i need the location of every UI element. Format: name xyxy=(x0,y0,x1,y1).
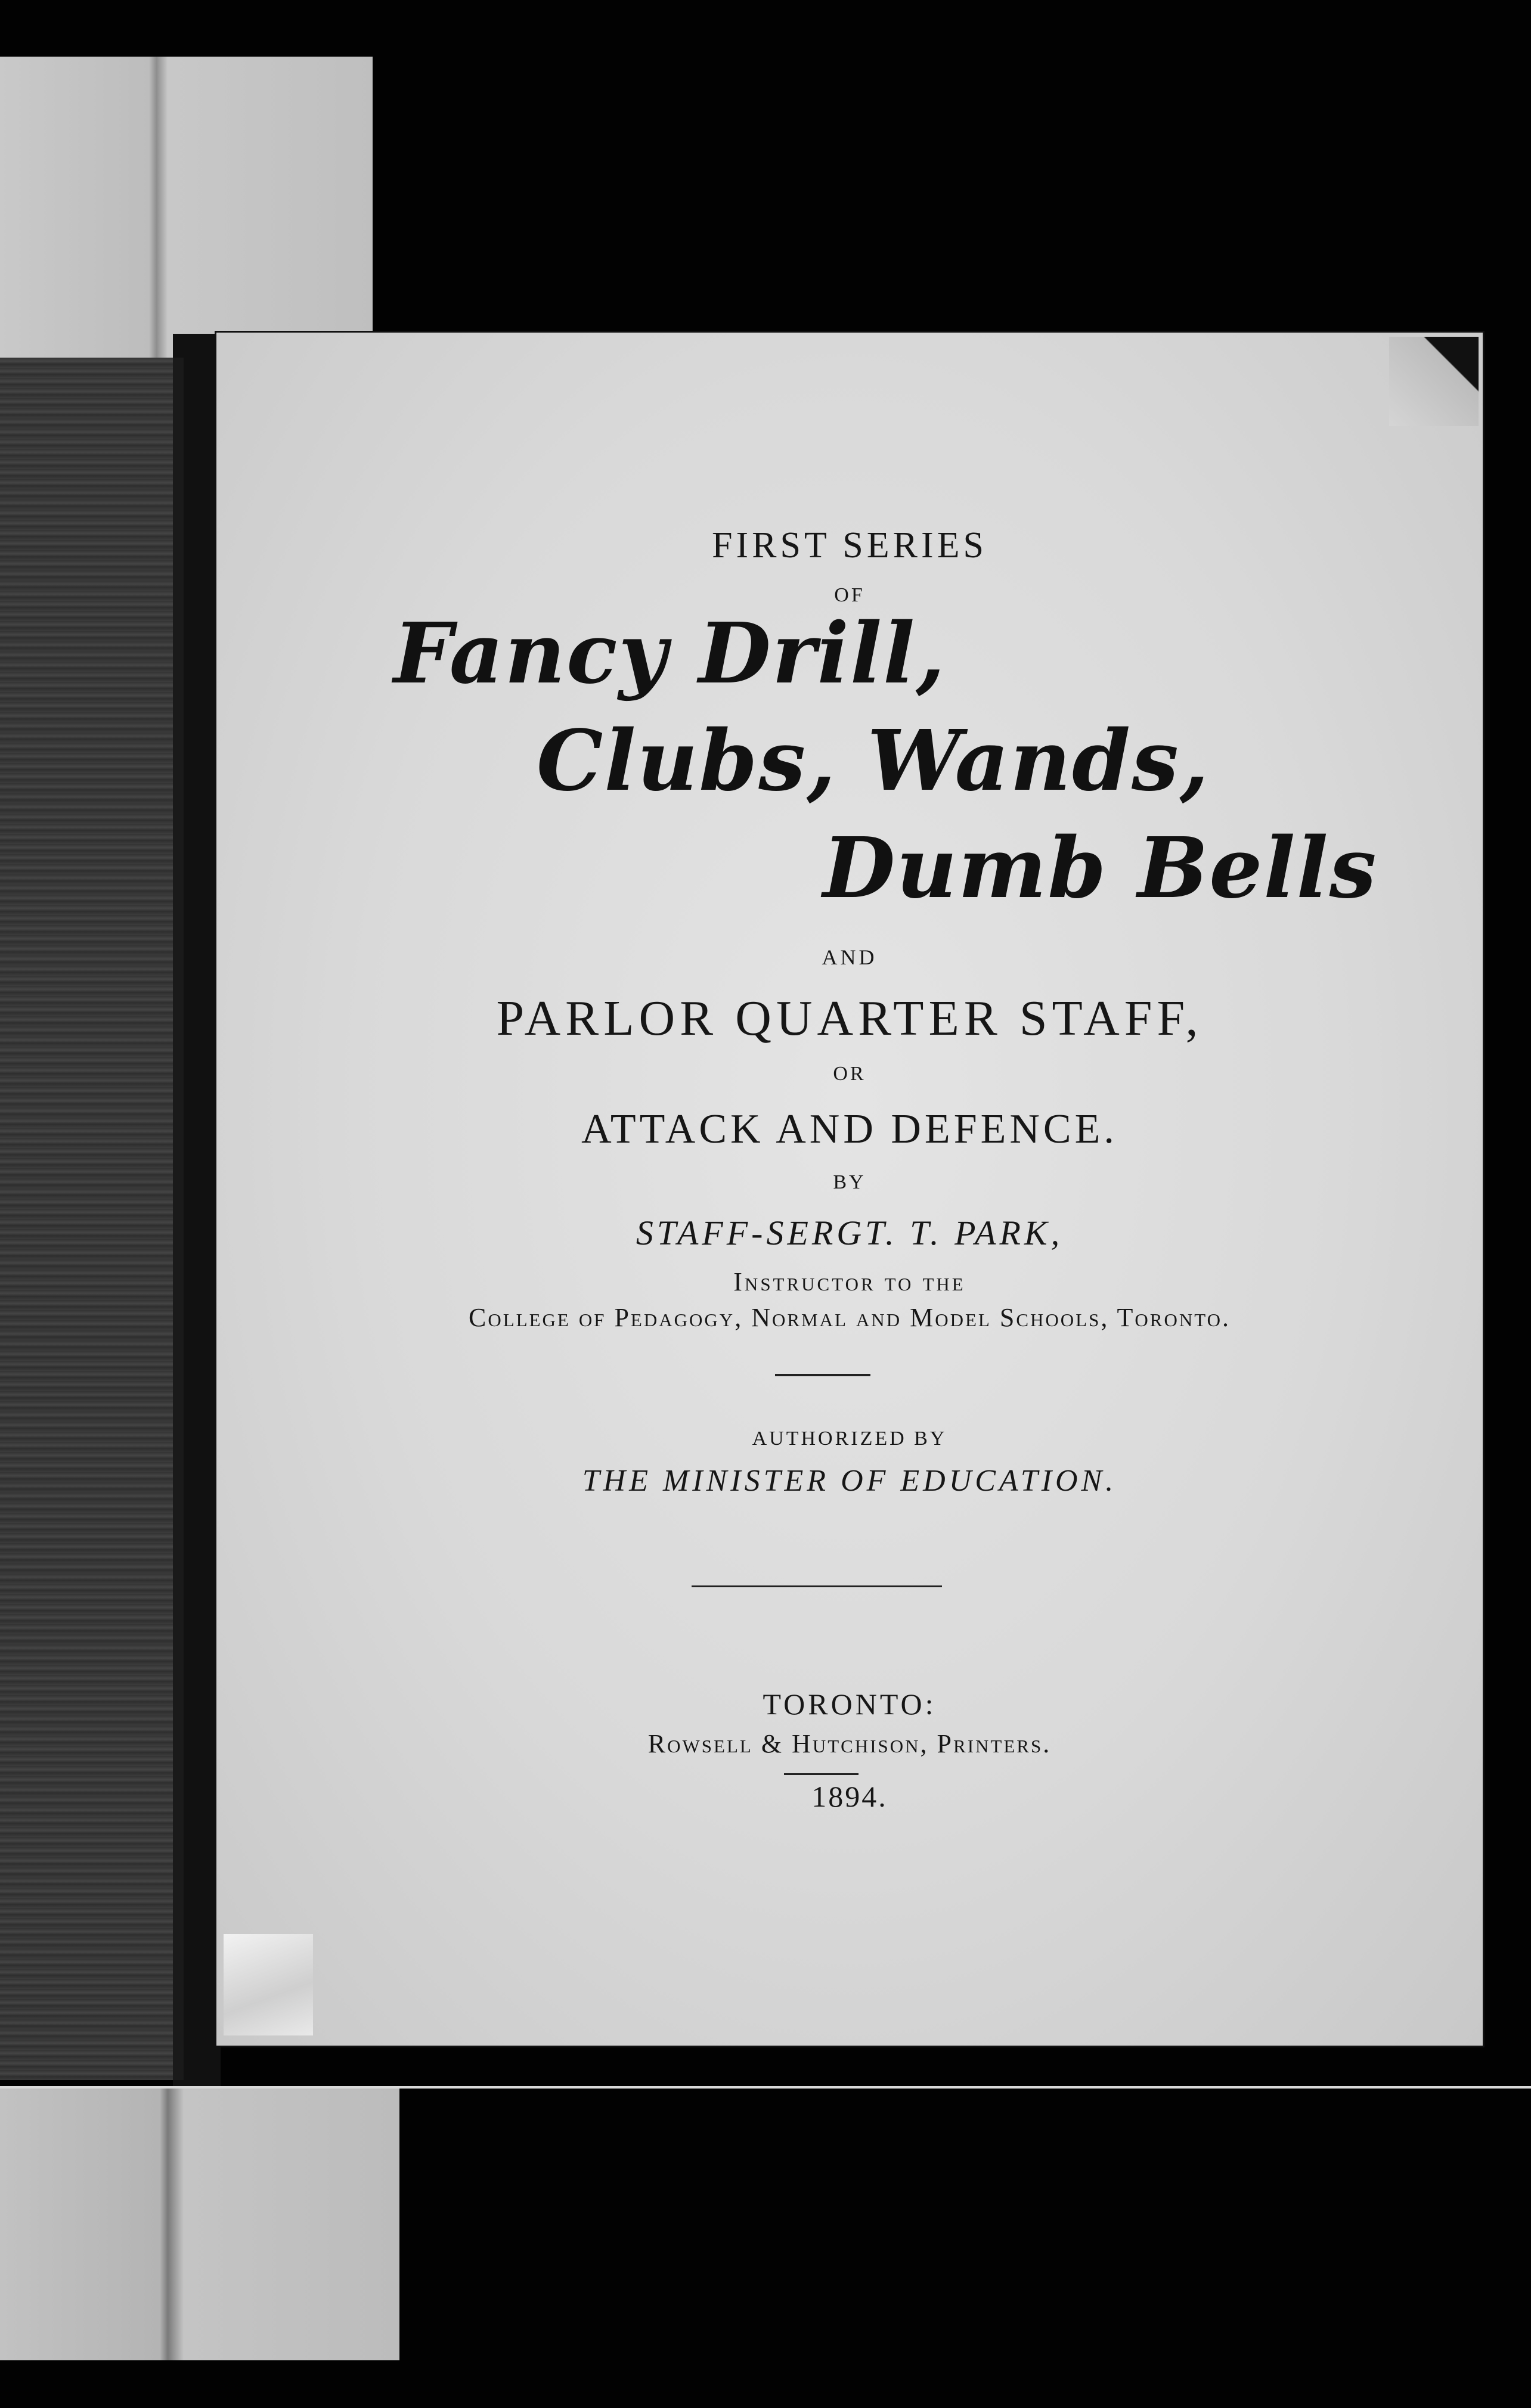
divider-rule-3 xyxy=(784,1773,859,1775)
binding-cloth-top xyxy=(0,57,373,367)
and-label: AND xyxy=(822,945,878,969)
authority-name: THE MINISTER OF EDUCATION. xyxy=(582,1464,1117,1498)
of-label: OF xyxy=(834,584,865,606)
series-label: FIRST SERIES xyxy=(712,525,987,566)
author-role-line-1: Instructor to the xyxy=(733,1267,966,1296)
or-label: OR xyxy=(833,1063,866,1085)
title-page xyxy=(215,331,1484,2047)
publication-year: 1894. xyxy=(811,1780,888,1813)
subtitle: PARLOR QUARTER STAFF, xyxy=(496,991,1203,1046)
by-label: BY xyxy=(833,1171,866,1193)
title-line-3: Dumb Bells xyxy=(823,820,1378,917)
title-page-content xyxy=(215,331,1484,2047)
title-line-1: Fancy Drill, xyxy=(393,605,947,703)
divider-rule-2 xyxy=(692,1585,942,1587)
divider-rule-1 xyxy=(775,1374,870,1376)
authorized-by-label: AUTHORIZED BY xyxy=(752,1428,947,1450)
printer-name: Rowsell & Hutchison, Printers. xyxy=(647,1729,1052,1758)
subtitle-2: ATTACK AND DEFENCE. xyxy=(581,1106,1118,1152)
binding-spine xyxy=(0,358,184,2080)
author-role-line-2: College of Pedagogy, Normal and Model Schools, Toronto. xyxy=(468,1303,1231,1332)
binding-cloth-bottom xyxy=(0,2086,399,2360)
publication-city: TORONTO: xyxy=(763,1687,937,1721)
title-line-2: Clubs, Wands, xyxy=(537,712,1210,810)
scan-edge-line xyxy=(0,2086,1531,2089)
author-name: STAFF-SERGT. T. PARK, xyxy=(636,1214,1064,1252)
